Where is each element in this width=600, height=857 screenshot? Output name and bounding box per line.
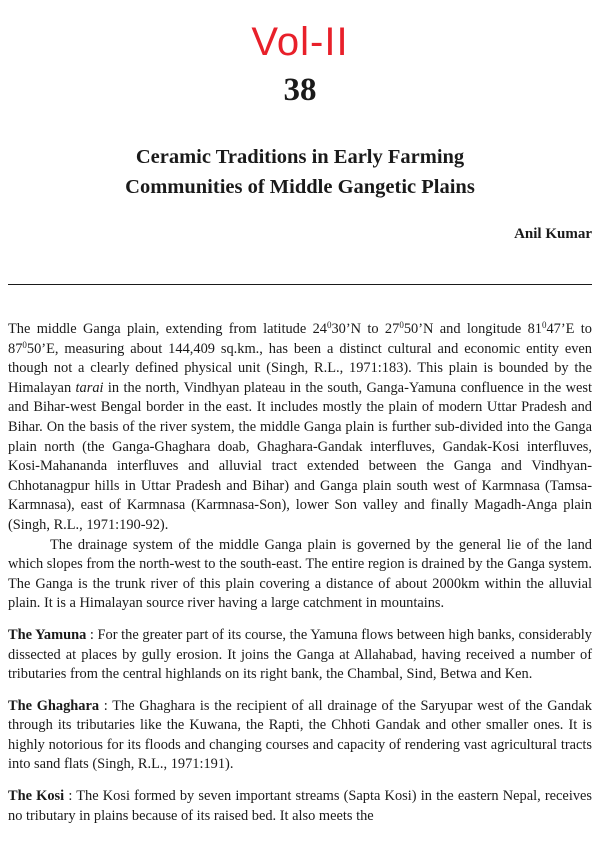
author-name: Anil Kumar xyxy=(514,226,592,242)
chapter-title xyxy=(0,142,600,202)
section-heading-ghaghara: The Ghaghara xyxy=(8,697,100,714)
section-kosi: The Kosi : The Kosi formed by seven important streams (Sapta Kosi) in the eastern Nepal, receives no tributary in plains because of its raised bed. It also meets the xyxy=(8,788,592,824)
paragraph-drainage: The drainage system of the middle Ganga plain is governed by the general lie of the land which slopes from the north-west to the south-east. The entire region is drained by the Ganga system. The Ganga is the trunk river of this plain covering a distance of about 2000km within the alluvial plain. It is a Himalayan source river having a large catchment in mountains. xyxy=(8,536,593,612)
section-heading-kosi: The Kosi xyxy=(8,788,65,805)
section-yamuna: The Yamuna : For the greater part of its course, the Yamuna flows between high banks, considerably dissected at places by gully erosion. It joins the Ganga at Allahabad, having received a number of tributaries from the central highlands on its right bank, the Chambal, Sind, Betwa and Ken. xyxy=(8,626,592,683)
section-heading-yamuna: The Yamuna xyxy=(8,626,87,643)
horizontal-divider xyxy=(8,284,592,285)
term-tarai: tarai xyxy=(75,379,104,396)
volume-label: Vol-II xyxy=(251,20,349,64)
paragraph-intro: The middle Ganga plain, extending from latitude $24^030’N$ to $27^050’N$ and longitude $81^047’E$ to $87^050’E$, measuring about 144,409 sq.km., has been a distinct cultural and economic entity even though not a clearly defined physical unit (Singh, R.L., 1971:183). This plain is bounded by the Himalayan tarai in the north, Vindhyan plateau in the south, Ganga-Yamuna confluence in the west and Bihar-west Bengal border in the east. It includes mostly the plain of modern Uttar Pradesh and Bihar. On the basis of the river system, the middle Ganga plain is further sub-divided into the Ganga plain north (the Ganga-Ghaghara doab, Ghaghara-Gandak interfluves, Gandak-Kosi interfluves, Kosi-Mahananda interfluves and alluvial tract extended between the Ganga and Vindhyan-Chhotanagpur hills in Uttar Pradesh and Bihar) and Ganga plain south west of Karmnasa (Tamsa-Karmnasa), east of Karmnasa (Karmnasa-Son), lower Son valley and finally Magadh-Anga plain (Singh, R.L., 1971:190-92). xyxy=(8,320,593,533)
body-text xyxy=(8,320,592,826)
chapter-title-line-1: Ceramic Traditions in Early Farming xyxy=(135,146,465,168)
chapter-title-line-2: Communities of Middle Gangetic Plains xyxy=(125,176,475,198)
chapter-number: 38 xyxy=(283,72,317,108)
section-ghaghara: The Ghaghara : The Ghaghara is the recipient of all drainage of the Saryupar west of the Gandak through its tributaries like the Kuwana, the Rapti, the Chhoti Gandak and other smaller ones. It is highly notorious for its floods and changing courses and capacity of rendering vast agricultural tracts into sand flats (Singh, R.L., 1971:191). xyxy=(8,697,592,773)
